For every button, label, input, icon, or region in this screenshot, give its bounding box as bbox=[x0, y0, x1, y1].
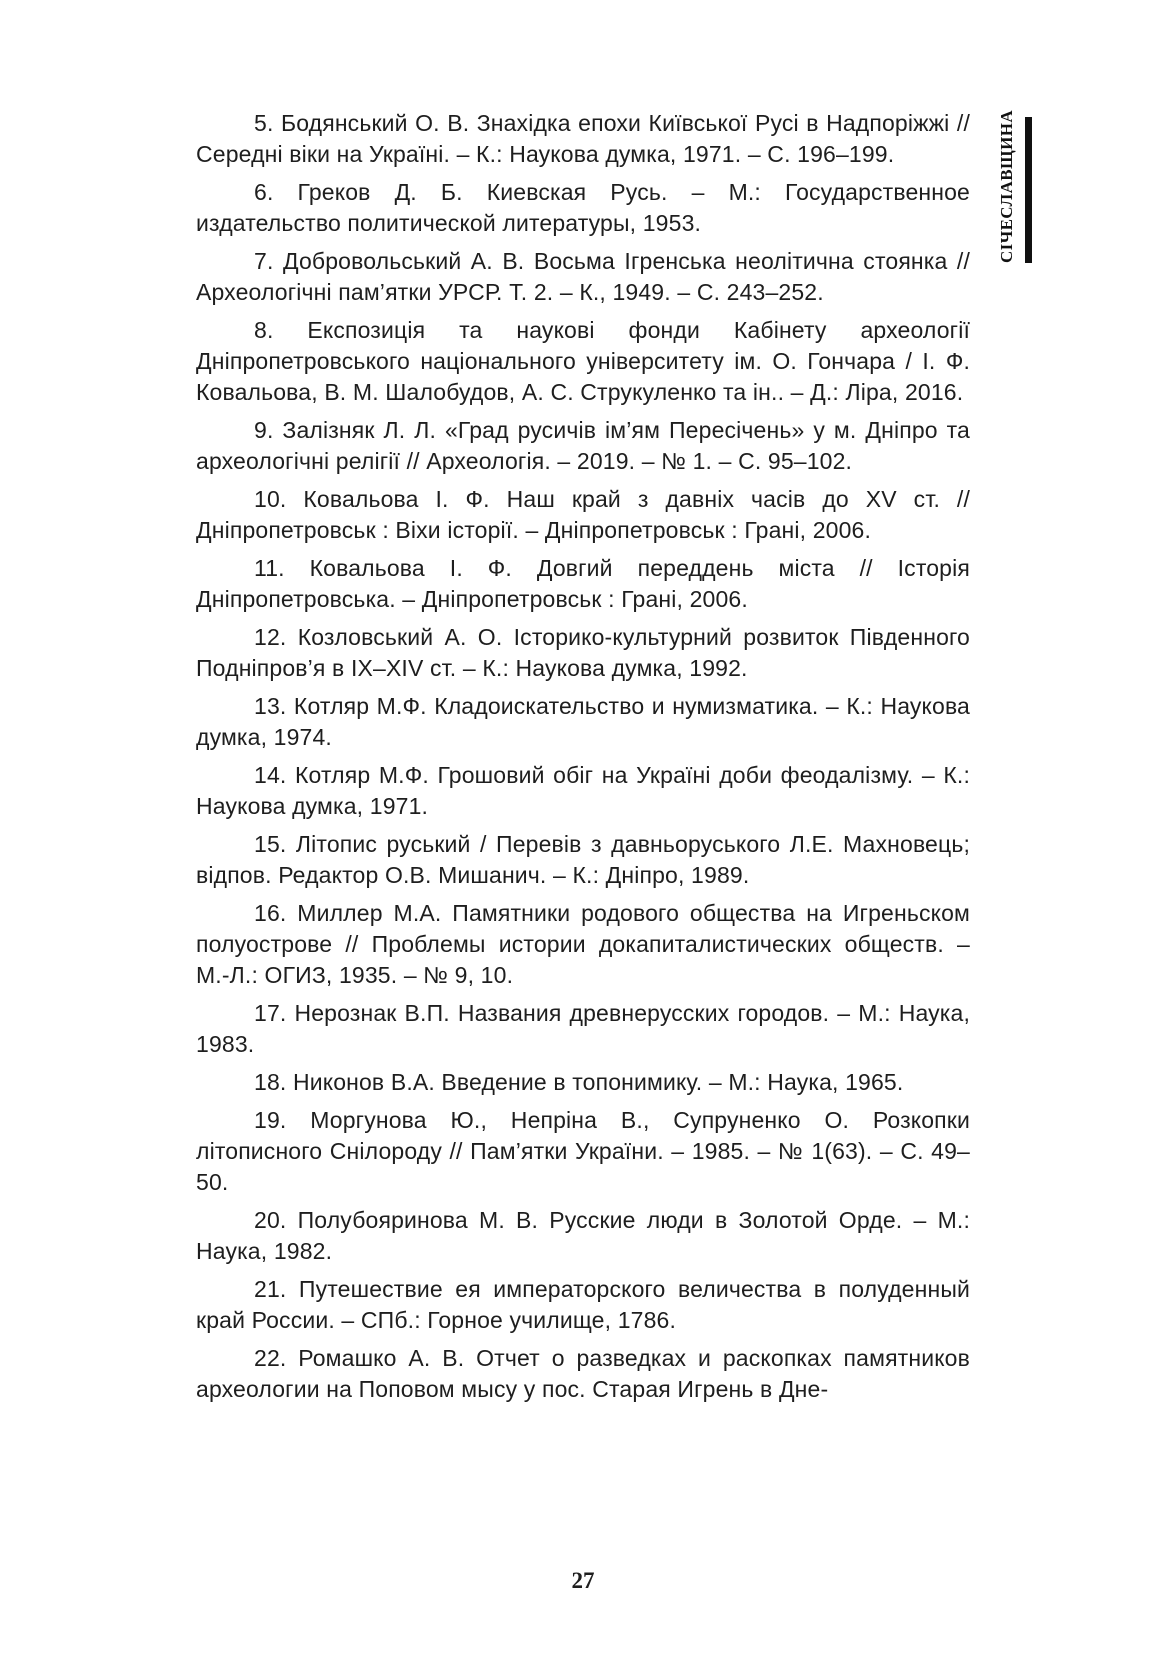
journal-logo bbox=[995, 109, 1043, 263]
reference-item-19: 19. Моргунова Ю., Непріна В., Супруненко О. Розкопки літописного Снілороду // Пам’ятки України. – 1985. – № 1(63). – С. 49–50. bbox=[196, 1107, 970, 1195]
page-number: 27 bbox=[571, 1568, 595, 1593]
journal-logo-text: СІЧЕСЛАВЩИНА bbox=[997, 109, 1016, 263]
reference-item-8: 8. Експозиція та наукові фонди Кабінету археології Дніпропетровського національного університету ім. О. Гончара / І. Ф. Ковальова, В. М. Шалобудов, А. С. Струкуленко та ін.. – Д.: Ліра, 2016. bbox=[196, 317, 970, 405]
reference-item-16: 16. Миллер М.А. Памятники родового общества на Игреньском полуострове // Проблемы истории докапиталистических обществ. – М.-Л.: ОГИЗ, 1935. – № 9, 10. bbox=[196, 900, 970, 988]
reference-list bbox=[196, 108, 970, 1412]
reference-item-7: 7. Добровольський А. В. Восьма Ігренська неолітична стоянка // Археологічні пам’ятки УРСР. Т. 2. – К., 1949. – С. 243–252. bbox=[196, 248, 970, 305]
journal-logo-bar bbox=[1025, 117, 1032, 263]
reference-item-21: 21. Путешествие ея императорского величества в полуденный край России. – СПб.: Горное училище, 1786. bbox=[196, 1276, 970, 1333]
reference-item-9: 9. Залізняк Л. Л. «Град русичів ім’ям Пересічень» у м. Дніпро та археологічні релігії // Археологія. – 2019. – № 1. – С. 95–102. bbox=[196, 417, 970, 474]
reference-item-14: 14. Котляр М.Ф. Грошовий обіг на Україні доби феодалізму. – К.: Наукова думка, 1971. bbox=[196, 762, 970, 819]
reference-item-17: 17. Нерознак В.П. Названия древнерусских городов. – М.: Наука, 1983. bbox=[196, 1000, 970, 1057]
reference-item-13: 13. Котляр М.Ф. Кладоискательство и нумизматика. – К.: Наукова думка, 1974. bbox=[196, 693, 970, 750]
reference-item-22: 22. Ромашко А. В. Отчет о разведках и раскопках памятников археологии на Поповом мысу у пос. Старая Игрень в Дне- bbox=[196, 1345, 970, 1402]
reference-item-18: 18. Никонов В.А. Введение в топонимику. – М.: Наука, 1965. bbox=[254, 1069, 904, 1095]
reference-item-10: 10. Ковальова І. Ф. Наш край з давніх часів до XV ст. // Дніпропетровськ : Віхи історії. – Дніпропетровськ : Грані, 2006. bbox=[196, 486, 970, 543]
reference-item-12: 12. Козловський А. О. Історико-культурний розвиток Південного Подніпров’я в IX–XIV ст. – К.: Наукова думка, 1992. bbox=[196, 624, 970, 681]
reference-item-11: 11. Ковальова І. Ф. Довгий переддень міста // Історія Дніпропетровська. – Дніпропетровськ : Грані, 2006. bbox=[196, 555, 970, 612]
reference-item-5: 5. Бодянський О. В. Знахідка епохи Київської Русі в Надпоріжжі // Середні віки на Україні. – К.: Наукова думка, 1971. – С. 196–199. bbox=[196, 110, 970, 167]
reference-item-15: 15. Літопис руський / Перевів з давньоруського Л.Е. Махновець; відпов. Редактор О.В. Мишанич. – К.: Дніпро, 1989. bbox=[196, 831, 970, 888]
reference-item-20: 20. Полубояринова М. В. Русские люди в Золотой Орде. – М.: Наука, 1982. bbox=[196, 1207, 970, 1264]
reference-item-6: 6. Греков Д. Б. Киевская Русь. – М.: Государственное издательство политической литературы, 1953. bbox=[196, 179, 970, 236]
